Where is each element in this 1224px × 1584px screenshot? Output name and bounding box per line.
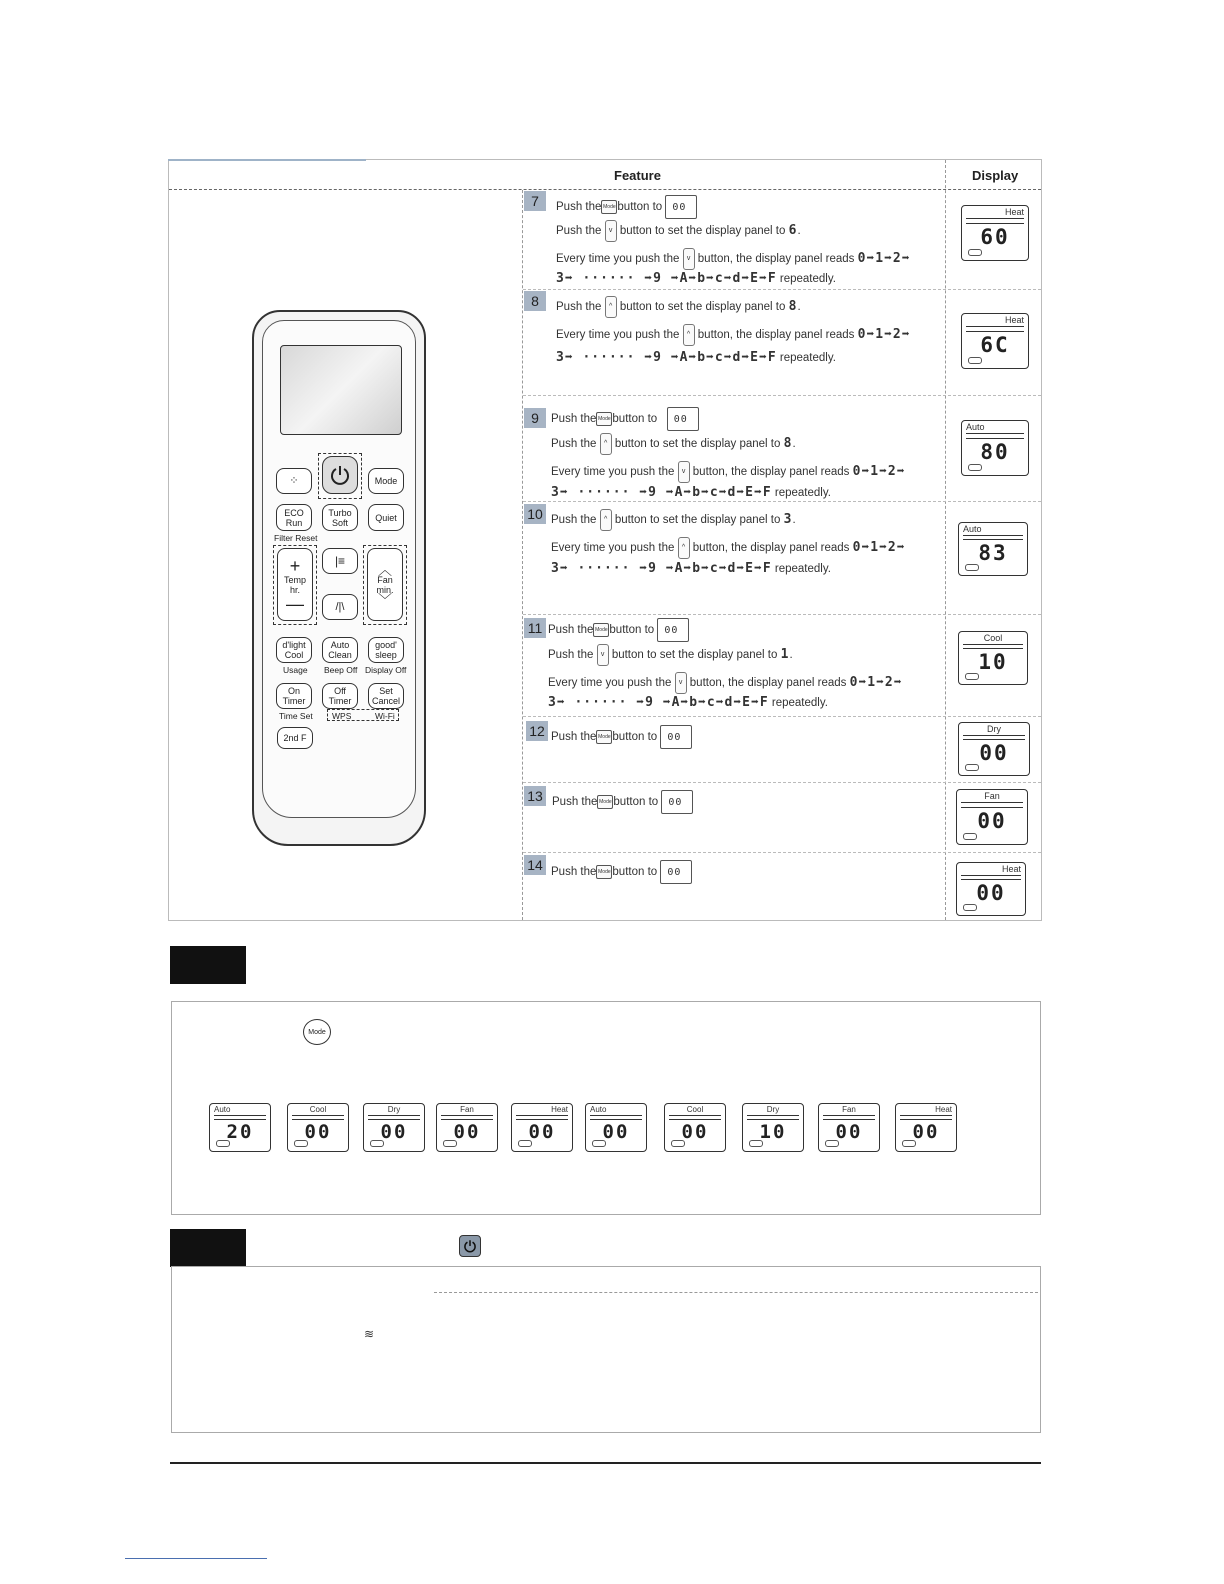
column-divider-left [522,190,523,920]
lcd-value: 00 [976,881,1006,905]
inline-lcd-icon: 00 [657,618,689,642]
lcd-value: 00 [602,1121,630,1143]
lcd-mode-label: Fan [842,1105,856,1114]
lcd-mode-label: Cool [686,1105,704,1114]
lcd-indicator-icon [370,1140,384,1147]
lcd-mode-label: Heat [1001,864,1021,874]
step-number: 13 [524,786,546,806]
minus-icon: — [286,593,304,614]
inline-lcd-icon: 00 [660,725,692,749]
lcd-value: 00 [304,1121,332,1143]
lcd-indicator-icon [825,1140,839,1147]
step-number: 14 [524,855,546,875]
column-divider-right [945,160,946,920]
horizontal-swing-button[interactable] [322,594,358,620]
lcd-indicator-icon [294,1140,308,1147]
step-11-line2: Push the v button to set the display panel to 1. [548,644,793,666]
beep-off-label: Beep Off [324,665,358,675]
up-button-icon: ^ [683,324,695,346]
power-button[interactable] [322,456,358,494]
down-button-icon: v [678,461,690,483]
mode-button-icon: Mode [596,865,612,879]
lcd-value: 10 [759,1121,787,1143]
horizontal-swing-icon: /|\ [335,601,345,613]
chevron-up-icon: ︿ [378,561,392,578]
lcd-mode-label: Cool [309,1105,327,1114]
up-button-icon: ^ [600,433,612,455]
lcd-indicator-icon [671,1140,685,1147]
mode-cycle-lcd [818,1103,880,1152]
lcd-mode-label: Heat [551,1105,568,1114]
row-divider [523,852,1041,853]
mode-button[interactable]: Mode [368,468,404,494]
wps-label: WPS [332,711,352,721]
power-icon [329,464,351,486]
up-button-icon: ^ [605,296,617,318]
lcd-value: 00 [979,741,1009,765]
step-number: 7 [524,191,546,211]
lcd-value: 00 [528,1121,556,1143]
lcd-mode-label: Heat [1004,207,1024,217]
lcd-mode-label: Auto [590,1105,607,1114]
lcd-value: 00 [977,809,1007,833]
row-divider [523,716,1041,717]
lcd-indicator-icon [216,1140,230,1147]
row-divider [523,782,1041,783]
lcd-indicator-icon [968,464,982,471]
inline-lcd-icon: 00 [665,195,697,219]
lcd-value: 00 [835,1121,863,1143]
row-divider [523,614,1041,615]
step-7-line1: Push the Mode button to 00 [556,195,697,219]
mode-button-icon: Mode [601,200,617,214]
lcd-indicator-icon [963,904,977,911]
lcd-mode-label: Fan [984,791,1000,801]
eco-run-button[interactable]: ECO Run [276,504,312,531]
step-7-line2: Push the v button to set the display panel to 6. [556,220,801,242]
down-button-icon: v [675,672,687,694]
display-lcd [961,205,1029,261]
lcd-value: 00 [681,1121,709,1143]
step-14-line1: Push the Mode button to 00 [551,860,692,884]
lcd-indicator-icon [963,833,977,840]
inline-lcd-icon: 00 [667,407,699,431]
step-8-line2: Every time you push the ^ button, the display panel reads 0➡1➡2➡ [556,324,911,346]
wind-icon: ≋ [364,1327,375,1341]
display-lcd [961,420,1029,476]
lcd-mode-label: Dry [987,724,1001,734]
lcd-indicator-icon [968,249,982,256]
lcd-value: 6C [980,333,1010,357]
swing-button[interactable] [276,468,312,494]
display-off-label: Display Off [365,665,407,675]
mode-cycle-lcd [287,1103,349,1152]
display-lcd [956,789,1028,845]
up-button-icon: ^ [678,537,690,559]
step-9-line3: Every time you push the v button, the display panel reads 0➡1➡2➡ [551,461,906,483]
lcd-value: 00 [453,1121,481,1143]
lcd-mode-label: Cool [983,633,1003,643]
step-9-line2: Push the ^ button to set the display panel to 8. [551,433,796,455]
section-tab [170,1229,246,1267]
step-10-line1: Push the ^ button to set the display panel to 3. [551,509,796,531]
lcd-mode-label: Heat [1004,315,1024,325]
time-set-label: Time Set [279,711,313,721]
up-button-icon: ^ [600,509,612,531]
step-11-line3: Every time you push the v button, the display panel reads 0➡1➡2➡ [548,672,903,694]
lcd-value: 00 [912,1121,940,1143]
lcd-value: 20 [226,1121,254,1143]
mode-button-icon: Mode [303,1019,331,1045]
mode-cycle-lcd [363,1103,425,1152]
mode-cycle-lcd [742,1103,804,1152]
display-lcd [961,313,1029,369]
display-lcd [956,862,1026,916]
set-cancel-button[interactable]: Set Cancel [368,683,404,709]
step-9-line4: 3➡ ······ ➡9 ➡A➡b➡c➡d➡E➡F repeatedly. [551,485,831,500]
lcd-indicator-icon [443,1140,457,1147]
header-display: Display [972,168,1019,183]
good-sleep-button[interactable]: good' sleep [368,637,404,663]
step-9-line1: Push the Mode button to 00 [551,407,699,431]
lcd-mode-label: Auto [966,422,985,432]
lcd-indicator-icon [965,764,979,771]
mode-cycle-lcd [664,1103,726,1152]
footer-link-line [125,1558,267,1559]
mode-cycle-lcd [436,1103,498,1152]
filter-reset-label: Filter Reset [274,533,318,543]
mode-button-icon: Mode [597,795,613,809]
step-11-line1: Push the Mode button to 00 [548,618,689,642]
on-timer-button[interactable]: On Timer [276,683,312,709]
turbo-soft-button[interactable]: Turbo Soft [322,504,358,531]
down-button-icon: v [605,220,617,242]
quiet-button[interactable]: Quiet [368,504,404,531]
row-divider [523,395,1041,396]
step-12-line1: Push the Mode button to 00 [551,725,692,749]
auto-clean-button[interactable]: Auto Clean [322,637,358,663]
off-timer-button[interactable]: Off Timer [322,683,358,709]
row-divider [523,289,1041,290]
lcd-mode-label: Dry [387,1105,401,1114]
step-13-line1: Push the Mode button to 00 [552,790,693,814]
step-10-line2: Every time you push the ^ button, the display panel reads 0➡1➡2➡ [551,537,906,559]
lcd-indicator-icon [902,1140,916,1147]
mode-cycle-lcd [511,1103,573,1152]
lcd-value: 10 [978,650,1008,674]
vertical-swing-button[interactable] [322,548,358,574]
mode-cycle-lcd [209,1103,271,1152]
display-lcd [958,722,1030,776]
step-number: 11 [524,618,546,638]
step-number: 9 [524,408,546,428]
lcd-value: 60 [980,225,1010,249]
header-divider [169,189,1041,190]
header-feature: Feature [614,168,661,183]
mode-button-icon: Mode [596,412,612,426]
second-f-button[interactable]: 2nd F [277,727,313,749]
down-button-icon: v [683,248,695,270]
down-button-icon: v [597,644,609,666]
plus-icon: + [289,555,301,576]
table-top-accent [168,159,366,161]
lcd-value: 00 [380,1121,408,1143]
step-10-line3: 3➡ ······ ➡9 ➡A➡b➡c➡d➡E➡F repeatedly. [551,561,831,576]
lcd-indicator-icon [968,357,982,364]
step-number: 8 [524,291,546,311]
wifi-label: Wi-Fi [375,711,395,721]
display-lcd [958,631,1028,685]
power-icon [459,1235,481,1257]
step-7-line4: 3➡ ······ ➡9 ➡A➡b➡c➡d➡E➡F repeatedly. [556,271,836,286]
display-lcd [958,522,1028,576]
lcd-indicator-icon [592,1140,606,1147]
lcd-indicator-icon [749,1140,763,1147]
mode-cycle-lcd [895,1103,957,1152]
inline-lcd-icon: 00 [660,860,692,884]
lcd-value: 80 [980,440,1010,464]
step-7-line3: Every time you push the v button, the display panel reads 0➡1➡2➡ [556,248,911,270]
lcd-mode-label: Dry [766,1105,780,1114]
footer-rule [170,1462,1041,1464]
fan-rocker[interactable]: ︿ Fan min. ﹀ [367,548,403,621]
step-8-line3: 3➡ ······ ➡9 ➡A➡b➡c➡d➡E➡F repeatedly. [556,350,836,365]
step-number: 10 [524,504,546,524]
inline-lcd-icon: 00 [661,790,693,814]
step-8-line1: Push the ^ button to set the display panel to 8. [556,296,801,318]
section-tab [170,946,246,984]
mode-button-icon: Mode [593,623,609,637]
temp-rocker[interactable]: + Temp hr. — [277,548,313,621]
lcd-indicator-icon [518,1140,532,1147]
lcd-indicator-icon [965,673,979,680]
dlight-cool-button[interactable]: d'light Cool [276,637,312,663]
chevron-down-icon: ﹀ [378,591,392,608]
lcd-indicator-icon [965,564,979,571]
lcd-mode-label: Fan [460,1105,474,1114]
swing-dots-icon: ⁘ [289,475,299,487]
lcd-mode-label: Auto [963,524,982,534]
lcd-mode-label: Heat [935,1105,952,1114]
usage-label: Usage [283,665,308,675]
step-11-line4: 3➡ ······ ➡9 ➡A➡b➡c➡d➡E➡F repeatedly. [548,695,828,710]
remote-screen [280,345,402,435]
mode-button-icon: Mode [596,730,612,744]
row-divider [523,501,1041,502]
power-box-divider [434,1292,1038,1293]
lcd-mode-label: Auto [214,1105,231,1114]
mode-cycle-lcd [585,1103,647,1152]
lcd-value: 83 [978,541,1008,565]
step-number: 12 [526,721,548,741]
vertical-swing-icon: |≡ [334,554,346,568]
